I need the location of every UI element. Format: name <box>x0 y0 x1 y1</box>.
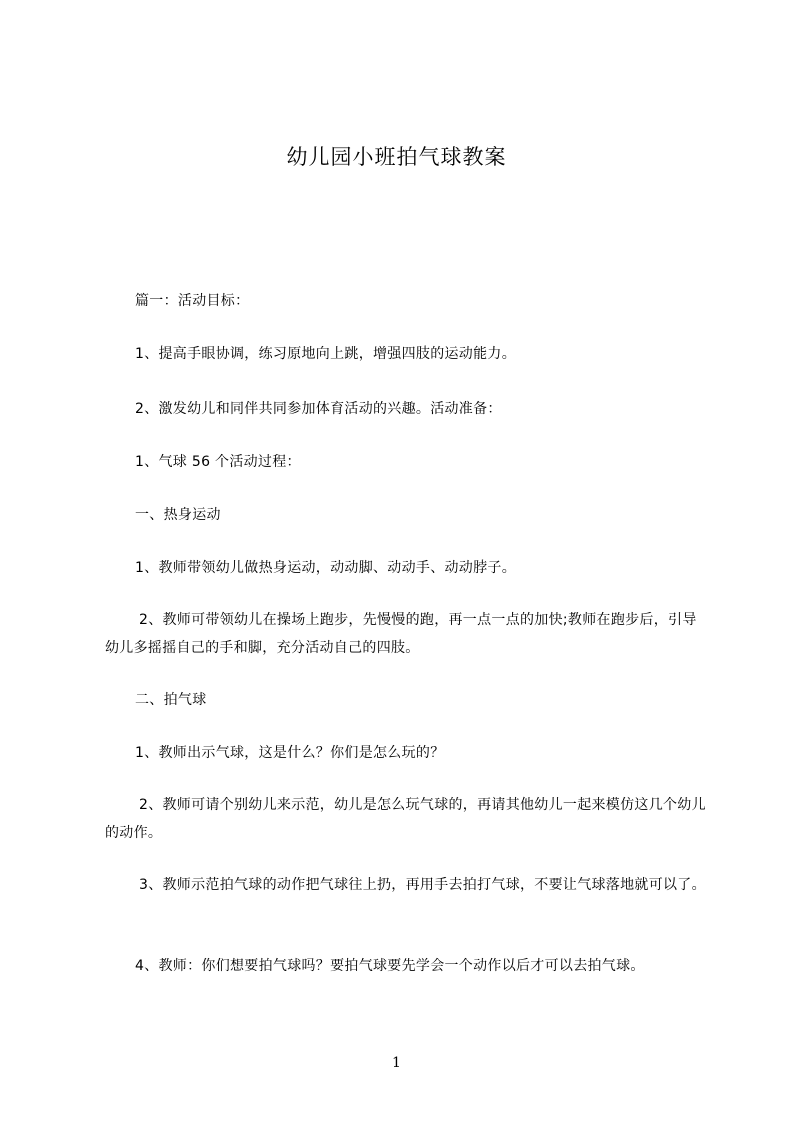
paragraph-balloon-4: 4、教师：你们想要拍气球吗？要拍气球要先学会一个动作以后才可以去拍气球。 <box>135 958 645 974</box>
paragraph-section-heading: 篇一：活动目标： <box>135 293 250 309</box>
paragraph-balloon-2: 2、教师可请个别幼儿来示范，幼儿是怎么玩气球的，再请其他幼儿一起来模仿这几个幼儿的动作。 <box>105 797 706 841</box>
paragraph-warmup-heading: 一、热身运动 <box>135 507 221 523</box>
paragraph-warmup-2: 2、教师可带领幼儿在操场上跑步，先慢慢的跑，再一点一点的加快;教师在跑步后，引导幼儿多摇摇自己的手和脚，充分活动自己的四肢。 <box>105 612 697 656</box>
document-title: 幼儿园小班拍气球教案 <box>286 145 507 169</box>
paragraph-balloon-3: 3、教师示范拍气球的动作把气球往上扔，再用手去拍打气球，不要让气球落地就可以了。 <box>139 877 706 893</box>
paragraph-goal-1: 1、提高手眼协调，练习原地向上跳，增强四肢的运动能力。 <box>135 346 517 362</box>
page-number: 1 <box>392 1055 401 1071</box>
paragraph-goal-2: 2、激发幼儿和同伴共同参加体育活动的兴趣。活动准备： <box>135 401 502 417</box>
paragraph-preparation: 1、气球 56 个活动过程： <box>135 454 301 470</box>
paragraph-balloon-heading: 二、拍气球 <box>135 692 207 708</box>
paragraph-warmup-1: 1、教师带领幼儿做热身运动，动动脚、动动手、动动脖子。 <box>135 560 517 576</box>
paragraph-balloon-1: 1、教师出示气球，这是什么？你们是怎么玩的？ <box>135 745 445 761</box>
